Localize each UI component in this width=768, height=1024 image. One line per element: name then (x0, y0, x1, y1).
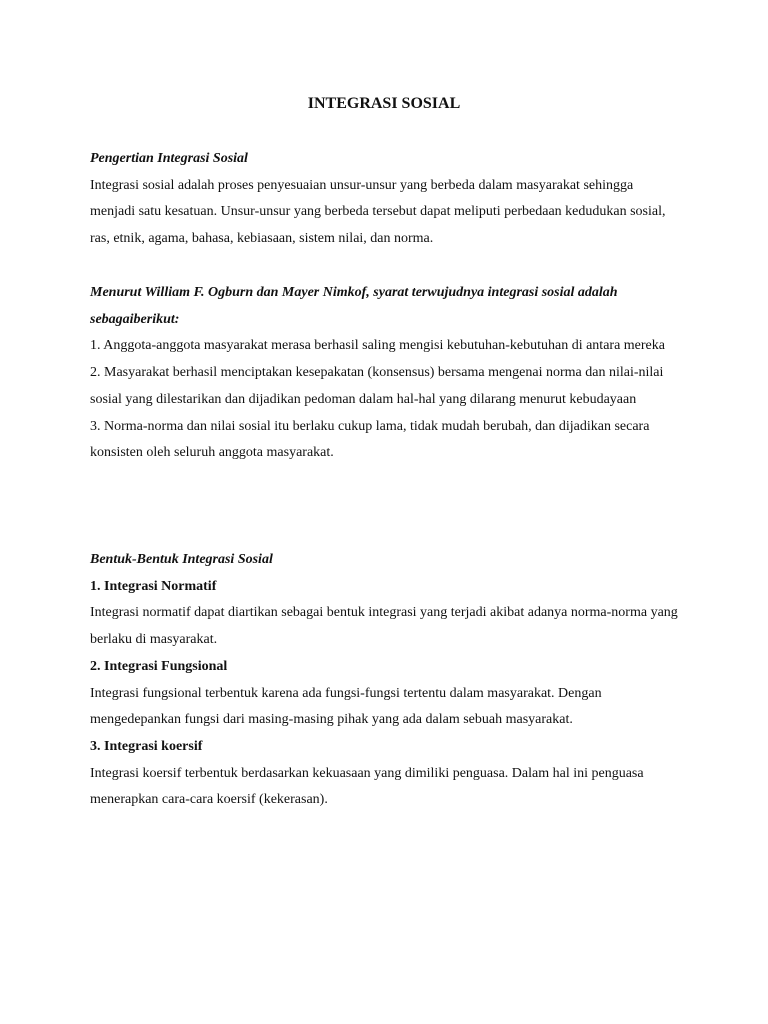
form-body-functional: Integrasi fungsional terbentuk karena ada fungsi-fungsi tertentu dalam masyarakat. Dengan mengedepankan fungsi dari masing-masing pihak yang ada dalam sebuah masyarakat. (90, 685, 602, 728)
form-title-functional: 2. Integrasi Fungsional (90, 658, 228, 674)
section-forms (90, 547, 680, 814)
form-body-normative: Integrasi normatif dapat diartikan sebagai bentuk integrasi yang terjadi akibat adanya norma-norma yang berlaku di masyarakat. (90, 605, 678, 648)
section-definition (90, 146, 680, 253)
form-title-normative: 1. Integrasi Normatif (90, 578, 217, 594)
definition-paragraph: Integrasi sosial adalah proses penyesuaian unsur-unsur yang berbeda dalam masyarakat sehingga menjadi satu kesatuan. Unsur-unsur yang berbeda tersebut dapat meliputi perbedaan kedudukan sosial, ras, etnik, agama, bahasa, kebiasaan, sistem nilai, dan norma. (90, 177, 666, 247)
requirement-item-3: 3. Norma-norma dan nilai sosial itu berlaku cukup lama, tidak mudah berubah, dan dijadikan secara konsisten oleh seluruh anggota masyarakat. (90, 418, 650, 461)
section-heading-forms: Bentuk-Bentuk Integrasi Sosial (90, 552, 273, 567)
section-heading-definition: Pengertian Integrasi Sosial (90, 151, 248, 166)
requirement-item-2: 2. Masyarakat berhasil menciptakan kesepakatan (konsensus) bersama mengenai norma dan nilai-nilai sosial yang dilestarikan dan dijadikan pedoman dalam hal-hal yang dilarang menurut kebudayaan (90, 365, 664, 407)
document-title: INTEGRASI SOSIAL (307, 95, 461, 112)
form-title-coercive: 3. Integrasi koersif (90, 738, 203, 754)
requirement-item-1: 1. Anggota-anggota masyarakat merasa berhasil saling mengisi kebutuhan-kebutuhan di antara mereka (90, 338, 665, 354)
form-body-coercive: Integrasi koersif terbentuk berdasarkan kekuasaan yang dimiliki penguasa. Dalam hal ini penguasa menerapkan cara-cara koersif (kekerasan). (90, 765, 644, 808)
section-requirements (90, 280, 680, 467)
section-heading-requirements: Menurut William F. Ogburn dan Mayer Nimkof, syarat terwujudnya integrasi sosial adalah sebagaiberikut: (90, 285, 618, 327)
